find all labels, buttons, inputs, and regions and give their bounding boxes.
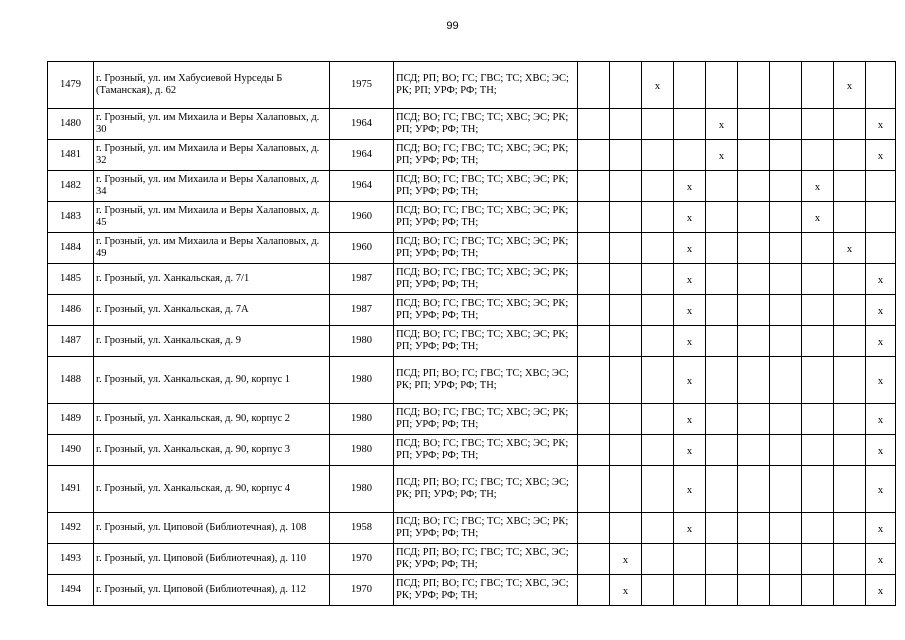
work-period-mark-cell [738,202,770,233]
work-period-mark-cell [706,435,738,466]
row-number-cell: 1492 [48,513,94,544]
work-period-mark-cell [866,62,896,109]
works-list-cell: ПСД; ВО; ГС; ГВС; ТС; ХВС; ЭС; РК; РП; УРФ; РФ; ТН; [394,435,578,466]
address-cell: г. Грозный, ул. Ханкальская, д. 7/1 [94,264,330,295]
work-period-mark-cell [610,357,642,404]
row-number-cell: 1485 [48,264,94,295]
table-row [48,513,896,544]
work-period-mark-cell [610,202,642,233]
year-cell: 1980 [330,435,394,466]
mark-x: x [877,305,884,317]
work-period-mark-cell [802,513,834,544]
work-period-mark-cell [674,326,706,357]
work-period-mark-cell [674,513,706,544]
work-period-mark-cell [674,435,706,466]
work-period-mark-cell [834,575,866,606]
work-period-mark-cell [578,357,610,404]
work-period-mark-cell [802,295,834,326]
work-period-mark-cell [642,171,674,202]
address-cell: г. Грозный, ул. Ханкальская, д. 7А [94,295,330,326]
works-list-cell: ПСД; РП; ВО; ГС; ГВС; ТС; ХВС, ЭС; РК; УРФ; РФ; ТН; [394,544,578,575]
work-period-mark-cell [738,171,770,202]
mark-x: x [718,119,725,131]
work-period-mark-cell [610,109,642,140]
mark-x: x [877,150,884,162]
row-number-cell: 1490 [48,435,94,466]
work-period-mark-cell [610,140,642,171]
work-period-mark-cell [802,140,834,171]
work-period-mark-cell [610,513,642,544]
work-period-mark-cell [706,202,738,233]
work-period-mark-cell [674,264,706,295]
mark-x: x [622,585,629,597]
work-period-mark-cell [610,544,642,575]
year-cell: 1980 [330,357,394,404]
work-period-mark-cell [578,326,610,357]
address-cell: г. Грозный, ул. Ханкальская, д. 9 [94,326,330,357]
address-cell: г. Грозный, ул. Циповой (Библиотечная), д. 110 [94,544,330,575]
mark-x: x [877,445,884,457]
address-cell: г. Грозный, ул. Ханкальская, д. 90, корпус 2 [94,404,330,435]
mark-x: x [877,414,884,426]
work-period-mark-cell [706,109,738,140]
address-cell: г. Грозный, ул. им Михаила и Веры Халаповых, д. 32 [94,140,330,171]
work-period-mark-cell [578,404,610,435]
work-period-mark-cell [578,140,610,171]
work-period-mark-cell [738,233,770,264]
work-period-mark-cell [834,326,866,357]
work-period-mark-cell [738,264,770,295]
work-period-mark-cell [610,326,642,357]
row-number-cell: 1479 [48,62,94,109]
work-period-mark-cell [802,109,834,140]
work-period-mark-cell [802,435,834,466]
mark-x: x [718,150,725,162]
work-period-mark-cell [770,264,802,295]
table-row [48,544,896,575]
work-period-mark-cell [834,171,866,202]
work-period-mark-cell [674,295,706,326]
work-period-mark-cell [642,404,674,435]
works-list-cell: ПСД; ВО; ГС; ГВС; ТС; ХВС; ЭС; РК; РП; УРФ; РФ; ТН; [394,326,578,357]
mark-x: x [686,336,693,348]
address-cell: г. Грозный, ул. Ханкальская, д. 90, корпус 3 [94,435,330,466]
mark-x: x [877,523,884,535]
work-period-mark-cell [866,109,896,140]
year-cell: 1964 [330,140,394,171]
work-period-mark-cell [834,435,866,466]
work-period-mark-cell [642,295,674,326]
mark-x: x [686,274,693,286]
work-period-mark-cell [578,171,610,202]
work-period-mark-cell [674,62,706,109]
work-period-mark-cell [866,295,896,326]
work-period-mark-cell [866,357,896,404]
work-period-mark-cell [674,202,706,233]
work-period-mark-cell [578,109,610,140]
year-cell: 1987 [330,295,394,326]
mark-x: x [686,243,693,255]
work-period-mark-cell [802,404,834,435]
work-period-mark-cell [610,233,642,264]
work-period-mark-cell [610,264,642,295]
work-period-mark-cell [802,575,834,606]
work-period-mark-cell [866,404,896,435]
table-row [48,295,896,326]
work-period-mark-cell [706,544,738,575]
table-row [48,435,896,466]
work-period-mark-cell [866,544,896,575]
work-period-mark-cell [610,62,642,109]
table-row [48,140,896,171]
mark-x: x [877,336,884,348]
work-period-mark-cell [866,171,896,202]
mark-x: x [686,375,693,387]
work-period-mark-cell [834,466,866,513]
work-period-mark-cell [642,109,674,140]
work-period-mark-cell [802,544,834,575]
work-period-mark-cell [866,140,896,171]
work-period-mark-cell [770,404,802,435]
table-row [48,575,896,606]
work-period-mark-cell [642,513,674,544]
works-list-cell: ПСД; ВО; ГС; ГВС; ТС; ХВС; ЭС; РК; РП; УРФ; РФ; ТН; [394,233,578,264]
table-row [48,202,896,233]
work-period-mark-cell [642,357,674,404]
address-cell: г. Грозный, ул. им Хабусиевой Нурседы Б (Таманская), д. 62 [94,62,330,109]
work-period-mark-cell [770,357,802,404]
work-period-mark-cell [578,62,610,109]
work-period-mark-cell [738,295,770,326]
work-period-mark-cell [738,326,770,357]
work-period-mark-cell [738,140,770,171]
work-period-mark-cell [802,233,834,264]
row-number-cell: 1484 [48,233,94,264]
works-list-cell: ПСД; ВО; ГС; ГВС; ТС; ХВС; ЭС; РК; РП; УРФ; РФ; ТН; [394,295,578,326]
works-list-cell: ПСД; РП; ВО; ГС; ГВС; ТС; ХВС; ЭС; РК; РП; УРФ; РФ; ТН; [394,466,578,513]
work-period-mark-cell [674,466,706,513]
works-list-cell: ПСД; ВО; ГС; ГВС; ТС; ХВС; ЭС; РК; РП; УРФ; РФ; ТН; [394,140,578,171]
work-period-mark-cell [770,140,802,171]
work-period-mark-cell [578,435,610,466]
mark-x: x [686,212,693,224]
row-number-cell: 1483 [48,202,94,233]
mark-x: x [877,119,884,131]
work-period-mark-cell [674,109,706,140]
year-cell: 1987 [330,264,394,295]
work-period-mark-cell [706,140,738,171]
table-body [48,62,896,606]
work-period-mark-cell [738,109,770,140]
year-cell: 1960 [330,202,394,233]
work-period-mark-cell [674,171,706,202]
work-period-mark-cell [642,202,674,233]
work-period-mark-cell [706,326,738,357]
table-row [48,357,896,404]
work-period-mark-cell [834,357,866,404]
work-period-mark-cell [578,544,610,575]
row-number-cell: 1489 [48,404,94,435]
works-list-cell: ПСД; РП; ВО; ГС; ГВС; ТС; ХВС, ЭС; РК; УРФ; РФ; ТН; [394,575,578,606]
work-period-mark-cell [578,575,610,606]
work-period-mark-cell [834,264,866,295]
table-row [48,62,896,109]
work-period-mark-cell [578,513,610,544]
row-number-cell: 1486 [48,295,94,326]
row-number-cell: 1493 [48,544,94,575]
work-period-mark-cell [802,62,834,109]
work-period-mark-cell [610,404,642,435]
mark-x: x [877,375,884,387]
work-period-mark-cell [610,466,642,513]
work-period-mark-cell [834,544,866,575]
work-period-mark-cell [770,435,802,466]
mark-x: x [686,484,693,496]
address-cell: г. Грозный, ул. им Михаила и Веры Халаповых, д. 49 [94,233,330,264]
year-cell: 1970 [330,544,394,575]
work-period-mark-cell [802,326,834,357]
mark-x: x [686,305,693,317]
work-period-mark-cell [706,466,738,513]
mark-x: x [814,181,821,193]
table-row [48,109,896,140]
work-period-mark-cell [674,233,706,264]
works-list-cell: ПСД; РП; ВО; ГС; ГВС; ТС; ХВС; ЭС; РК; РП; УРФ; РФ; ТН; [394,357,578,404]
work-period-mark-cell [642,575,674,606]
work-period-mark-cell [738,62,770,109]
work-period-mark-cell [866,202,896,233]
work-period-mark-cell [834,202,866,233]
works-list-cell: ПСД; РП; ВО; ГС; ГВС; ТС; ХВС; ЭС; РК; РП; УРФ; РФ; ТН; [394,62,578,109]
work-period-mark-cell [866,264,896,295]
work-period-mark-cell [866,233,896,264]
work-period-mark-cell [770,513,802,544]
work-period-mark-cell [802,264,834,295]
work-period-mark-cell [674,575,706,606]
work-period-mark-cell [738,544,770,575]
work-period-mark-cell [706,575,738,606]
address-cell: г. Грозный, ул. Ханкальская, д. 90, корпус 4 [94,466,330,513]
work-period-mark-cell [738,575,770,606]
work-period-mark-cell [642,466,674,513]
mark-x: x [877,554,884,566]
work-period-mark-cell [834,109,866,140]
work-period-mark-cell [674,404,706,435]
row-number-cell: 1491 [48,466,94,513]
address-cell: г. Грозный, ул. Циповой (Библиотечная), д. 112 [94,575,330,606]
work-period-mark-cell [738,404,770,435]
work-period-mark-cell [706,171,738,202]
work-period-mark-cell [802,202,834,233]
works-list-cell: ПСД; ВО; ГС; ГВС; ТС; ХВС; ЭС; РК; РП; УРФ; РФ; ТН; [394,264,578,295]
mark-x: x [686,523,693,535]
work-period-mark-cell [610,435,642,466]
work-period-mark-cell [706,62,738,109]
work-period-mark-cell [610,171,642,202]
mark-x: x [846,243,853,255]
work-period-mark-cell [642,62,674,109]
works-list-cell: ПСД; ВО; ГС; ГВС; ТС; ХВС; ЭС; РК; РП; УРФ; РФ; ТН; [394,171,578,202]
works-list-cell: ПСД; ВО; ГС; ГВС; ТС; ХВС; ЭС; РК; РП; УРФ; РФ; ТН; [394,513,578,544]
year-cell: 1980 [330,326,394,357]
year-cell: 1970 [330,575,394,606]
mark-x: x [877,484,884,496]
work-period-mark-cell [866,326,896,357]
work-period-mark-cell [738,435,770,466]
works-list-cell: ПСД; ВО; ГС; ГВС; ТС; ХВС; ЭС; РК; РП; УРФ; РФ; ТН; [394,202,578,233]
table-row [48,404,896,435]
work-period-mark-cell [770,202,802,233]
year-cell: 1964 [330,171,394,202]
row-number-cell: 1488 [48,357,94,404]
work-period-mark-cell [770,295,802,326]
year-cell: 1960 [330,233,394,264]
work-period-mark-cell [770,62,802,109]
work-period-mark-cell [834,513,866,544]
year-cell: 1980 [330,466,394,513]
work-period-mark-cell [834,295,866,326]
work-period-mark-cell [578,264,610,295]
work-period-mark-cell [610,575,642,606]
work-period-mark-cell [706,295,738,326]
mark-x: x [877,585,884,597]
address-cell: г. Грозный, ул. Циповой (Библиотечная), д. 108 [94,513,330,544]
work-period-mark-cell [642,233,674,264]
work-period-mark-cell [770,544,802,575]
address-cell: г. Грозный, ул. им Михаила и Веры Халаповых, д. 30 [94,109,330,140]
work-period-mark-cell [642,326,674,357]
work-period-mark-cell [610,295,642,326]
year-cell: 1964 [330,109,394,140]
work-period-mark-cell [738,357,770,404]
page-number: 99 [446,20,459,32]
work-period-mark-cell [770,326,802,357]
mark-x: x [686,181,693,193]
works-list-cell: ПСД; ВО; ГС; ГВС; ТС; ХВС; ЭС; РК; РП; УРФ; РФ; ТН; [394,404,578,435]
work-period-mark-cell [674,140,706,171]
row-number-cell: 1482 [48,171,94,202]
work-period-mark-cell [706,404,738,435]
work-period-mark-cell [802,357,834,404]
work-period-mark-cell [706,264,738,295]
work-period-mark-cell [738,466,770,513]
work-period-mark-cell [642,264,674,295]
table-row [48,466,896,513]
table-row [48,171,896,202]
mark-x: x [814,212,821,224]
housing-registry-table [47,61,896,606]
work-period-mark-cell [642,140,674,171]
year-cell: 1975 [330,62,394,109]
address-cell: г. Грозный, ул. им Михаила и Веры Халаповых, д. 45 [94,202,330,233]
mark-x: x [686,414,693,426]
table-row [48,233,896,264]
address-cell: г. Грозный, ул. Ханкальская, д. 90, корпус 1 [94,357,330,404]
works-list-cell: ПСД; ВО; ГС; ГВС; ТС; ХВС; ЭС; РК; РП; УРФ; РФ; ТН; [394,109,578,140]
mark-x: x [622,554,629,566]
work-period-mark-cell [706,513,738,544]
table-row [48,326,896,357]
work-period-mark-cell [706,233,738,264]
work-period-mark-cell [866,435,896,466]
row-number-cell: 1481 [48,140,94,171]
row-number-cell: 1480 [48,109,94,140]
work-period-mark-cell [834,233,866,264]
mark-x: x [877,274,884,286]
work-period-mark-cell [674,544,706,575]
work-period-mark-cell [770,233,802,264]
work-period-mark-cell [770,171,802,202]
work-period-mark-cell [578,295,610,326]
year-cell: 1958 [330,513,394,544]
work-period-mark-cell [834,140,866,171]
work-period-mark-cell [642,544,674,575]
work-period-mark-cell [706,357,738,404]
work-period-mark-cell [866,575,896,606]
work-period-mark-cell [738,513,770,544]
year-cell: 1980 [330,404,394,435]
work-period-mark-cell [866,513,896,544]
table-row [48,264,896,295]
row-number-cell: 1487 [48,326,94,357]
work-period-mark-cell [642,435,674,466]
work-period-mark-cell [770,575,802,606]
work-period-mark-cell [578,466,610,513]
work-period-mark-cell [578,202,610,233]
work-period-mark-cell [834,62,866,109]
address-cell: г. Грозный, ул. им Михаила и Веры Халаповых, д. 34 [94,171,330,202]
work-period-mark-cell [866,466,896,513]
mark-x: x [846,80,853,92]
mark-x: x [686,445,693,457]
work-period-mark-cell [802,466,834,513]
work-period-mark-cell [578,233,610,264]
work-period-mark-cell [834,404,866,435]
row-number-cell: 1494 [48,575,94,606]
work-period-mark-cell [770,466,802,513]
work-period-mark-cell [770,109,802,140]
work-period-mark-cell [802,171,834,202]
mark-x: x [654,80,661,92]
work-period-mark-cell [674,357,706,404]
